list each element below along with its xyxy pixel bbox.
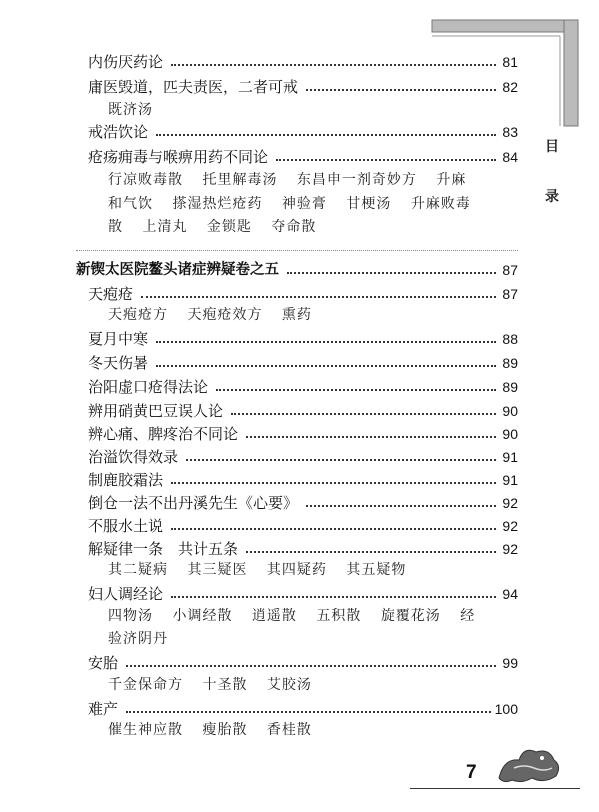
toc-subitem: 五积散: [316, 608, 362, 624]
toc-entry-title: 辨用硝黄巴豆误人论: [88, 402, 224, 420]
dot-leader: [171, 482, 496, 484]
toc-subitem: 其四疑药: [266, 562, 327, 578]
toc-subitem: 逍遥散: [251, 608, 297, 624]
toc-subitems: [108, 100, 518, 120]
toc-subitem: 艾胶汤: [266, 677, 312, 693]
toc-entry[interactable]: [88, 120, 518, 142]
dot-leader: [171, 528, 496, 530]
toc-entry-title: 解疑律一条 共计五条: [88, 540, 239, 558]
toc-section-page: 87: [502, 262, 518, 278]
toc-entry[interactable]: [88, 537, 518, 559]
toc-subitem: 散: [108, 219, 123, 235]
toc-entry-page: 84: [502, 149, 518, 165]
dot-leader: [156, 134, 496, 136]
toc-entry-page: 89: [502, 379, 518, 395]
toc-entry[interactable]: [88, 697, 518, 719]
dot-leader: [156, 341, 496, 343]
toc-entry-title: 制鹿胶霜法: [88, 471, 164, 489]
dragon-ornament-icon: [494, 738, 564, 788]
toc-entry-title: 辨心痛、脾疼治不同论: [88, 425, 239, 443]
toc-entry[interactable]: [88, 145, 518, 167]
toc-entry-page: 90: [502, 426, 518, 442]
toc-subitems: [108, 560, 518, 580]
toc-entry[interactable]: [88, 351, 518, 373]
toc-subitem: 四物汤: [108, 608, 153, 624]
dot-leader: [171, 596, 496, 598]
dot-leader: [141, 296, 496, 298]
toc-entry-page: 99: [502, 655, 518, 671]
toc-entry-page: 91: [502, 472, 518, 488]
toc-entry-title: 冬天伤暑: [88, 354, 149, 372]
toc-section-title: 新锲太医院鳌头诸症辨疑卷之五: [76, 261, 279, 278]
dot-leader: [126, 711, 491, 713]
dot-leader: [171, 64, 496, 66]
toc-subitem: 其三疑医: [187, 562, 248, 578]
toc-subitems: [108, 720, 518, 740]
toc-subitem: 天疱疮效方: [187, 307, 263, 323]
page-number: 7: [466, 762, 477, 783]
toc-entry-page: 89: [502, 355, 518, 371]
toc-entry[interactable]: [88, 75, 518, 97]
toc-subitem: 经: [460, 608, 476, 624]
toc-entry-page: 100: [494, 701, 518, 717]
toc-entry-title: 治溢饮得效录: [88, 448, 179, 466]
toc-entry-page: 90: [502, 403, 518, 419]
toc-subitem: 既济汤: [108, 102, 153, 118]
toc-subitem: 香桂散: [266, 722, 312, 738]
toc-entry[interactable]: [88, 422, 518, 444]
toc-entry-page: 92: [502, 541, 518, 557]
toc-subitems: [108, 606, 518, 626]
toc-subitem: 旋覆花汤: [380, 608, 441, 624]
section-divider: [76, 250, 518, 251]
toc-entry-title: 夏月中寒: [88, 330, 149, 348]
toc-subitems: [108, 170, 518, 190]
toc-subitem: 验济阴丹: [108, 631, 168, 647]
toc-entry-page: 91: [502, 449, 518, 465]
toc-entry-title: 安胎: [88, 654, 119, 672]
toc-subitem: 瘦胎散: [202, 722, 248, 738]
dot-leader: [287, 272, 496, 274]
toc-entry[interactable]: [88, 468, 518, 490]
toc-entry[interactable]: [88, 282, 518, 304]
toc-subitem: 金锁匙: [206, 219, 252, 235]
toc-entry[interactable]: [88, 651, 518, 673]
toc-entry[interactable]: [88, 514, 518, 536]
toc-subitem: 和气饮: [108, 196, 153, 212]
toc-subitems: [108, 629, 518, 649]
toc-subitem: 其二疑病: [108, 562, 168, 578]
toc-entry-page: 82: [502, 79, 518, 95]
side-title-mu: 目: [545, 139, 559, 155]
dot-leader: [186, 459, 496, 461]
dot-leader: [306, 505, 496, 507]
toc-subitems: [108, 675, 518, 695]
toc-subitem: 东昌申一剂奇妙方: [296, 172, 417, 188]
toc-subitem: 托里解毒汤: [202, 172, 278, 188]
toc-entry-title: 难产: [88, 700, 119, 718]
toc-section-heading[interactable]: [76, 258, 518, 280]
toc-entry-title: 戒浩饮论: [88, 123, 149, 141]
toc-subitems: [108, 305, 518, 325]
dot-leader: [276, 159, 496, 161]
toc-entry-page: 94: [502, 586, 518, 602]
toc-entry[interactable]: [88, 50, 518, 72]
dot-leader: [246, 551, 496, 553]
toc-subitems: [108, 217, 518, 237]
toc-entry-title: 庸医毁道，匹夫责医，二者可戒: [88, 78, 299, 96]
toc-entry-page: 83: [502, 124, 518, 140]
toc-subitem: 上清丸: [142, 219, 188, 235]
toc-subitem: 夺命散: [271, 219, 317, 235]
dot-leader: [231, 413, 496, 415]
toc-entry[interactable]: [88, 491, 518, 513]
toc-entry-title: 内伤厌药论: [88, 53, 164, 71]
toc-entry-page: 92: [502, 495, 518, 511]
toc-subitem: 行凉败毒散: [108, 172, 183, 188]
toc-entry-title: 治阳虚口疮得法论: [88, 378, 209, 396]
toc-subitem: 小调经散: [172, 608, 233, 624]
toc-subitems: [108, 194, 518, 214]
dot-leader: [126, 665, 496, 667]
side-title-lu: 录: [545, 189, 559, 205]
toc-entry[interactable]: [88, 327, 518, 349]
toc-subitem: 其五疑物: [346, 562, 407, 578]
footer-rule: [410, 788, 580, 789]
dot-leader: [246, 436, 496, 438]
toc-entry-title: 天疱疮: [88, 285, 134, 303]
toc-entry-page: 81: [502, 54, 518, 70]
toc-subitem: 十圣散: [202, 677, 248, 693]
toc-entry-title: 妇人调经论: [88, 585, 164, 603]
toc-entry-page: 88: [502, 331, 518, 347]
toc-entry-page: 92: [502, 518, 518, 534]
toc-entry-title: 倒仓一法不出丹溪先生《心要》: [88, 494, 299, 512]
toc-subitem: 升麻: [436, 172, 467, 188]
toc-subitem: 熏药: [281, 307, 312, 323]
toc-entry-page: 87: [502, 286, 518, 302]
dot-leader: [306, 89, 496, 91]
toc-entry[interactable]: [88, 375, 518, 397]
toc-subitem: 搽湿热烂疮药: [172, 196, 263, 212]
toc-entry[interactable]: [88, 582, 518, 604]
toc-subitem: 天疱疮方: [108, 307, 168, 323]
toc-entry[interactable]: [88, 399, 518, 421]
toc-subitem: 神验膏: [281, 196, 327, 212]
toc-entry[interactable]: [88, 445, 518, 467]
toc-subitem: 甘梗汤: [346, 196, 392, 212]
dot-leader: [156, 365, 496, 367]
toc-entry-title: 疮疡痈毒与喉痹用药不同论: [88, 148, 269, 166]
dot-leader: [216, 389, 496, 391]
toc-subitem: 催生神应散: [108, 722, 183, 738]
toc-entry-title: 不服水土说: [88, 517, 164, 535]
toc-subitem: 升麻败毒: [410, 196, 471, 212]
toc-subitem: 千金保命方: [108, 677, 183, 693]
